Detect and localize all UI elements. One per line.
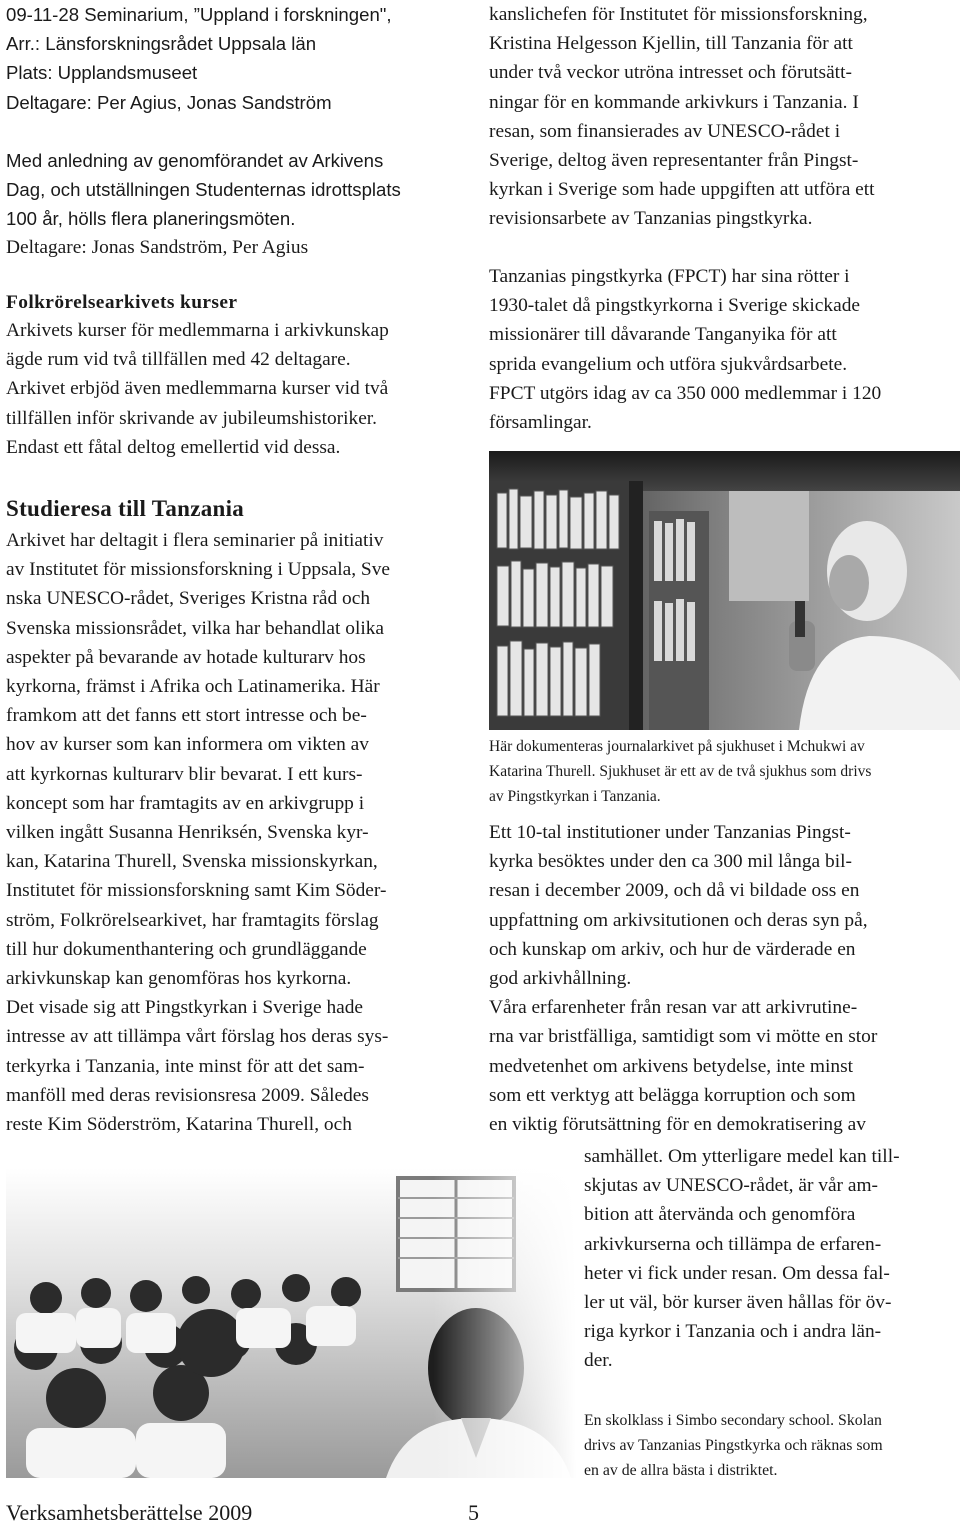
arkivens-dag-participants bbox=[6, 233, 308, 262]
text-line: Tanzanias pingstkyrka (FPCT) har sina rötter i bbox=[489, 266, 850, 287]
classroom-photo-caption bbox=[584, 1408, 883, 1483]
classroom-photo bbox=[6, 1168, 576, 1478]
text-line: under två veckor utröna intresset och förutsätt- bbox=[489, 62, 852, 84]
text-line: Kristina Helgesson Kjellin, till Tanzania för att bbox=[489, 33, 853, 55]
text-line: framkom att det fanns ett stort intresse och be- bbox=[6, 705, 367, 727]
text-line: god arkivhållning. bbox=[489, 968, 632, 990]
text-line: av Pingstkyrkan i Tanzania. bbox=[489, 788, 661, 805]
text-line: Våra erfarenheter från resan var att arkivrutine- bbox=[489, 997, 858, 1019]
text-line: och kunskap om arkiv, och hur de värderade en bbox=[489, 938, 856, 960]
text-line: revisionsarbete av Tanzanias pingstkyrka. bbox=[489, 208, 813, 230]
text-line: uppfattning om arkivsitutionen och deras syn på, bbox=[489, 909, 868, 931]
text-line: arkivkunskap kan genomföras hos kyrkorna. bbox=[6, 968, 352, 990]
text-line: rna var bristfälliga, samtidigt som vi mötte en stor bbox=[489, 1026, 878, 1048]
tanzania-heading: Studieresa till Tanzania bbox=[6, 496, 245, 521]
text-line: terkyrka i Tanzania, inte minst för att det sam- bbox=[6, 1055, 365, 1077]
text-line: Med anledning av genomförandet av Arkivens bbox=[6, 150, 384, 171]
text-line: Katarina Thurell. Sjukhuset är ett av de två sjukhus som drivs bbox=[489, 763, 872, 780]
text-line: Arkivet har deltagit i flera seminarier på initiativ bbox=[6, 530, 384, 551]
text-line: Endast ett fåtal deltog emellertid vid dessa. bbox=[6, 436, 341, 458]
archive-photo bbox=[489, 451, 960, 730]
text-line: Arkivets kurser för medlemmarna i arkivkunskap bbox=[6, 320, 389, 341]
text-line: Ett 10-tal institutioner under Tanzanias Pingst- bbox=[489, 822, 851, 843]
narrow-block bbox=[584, 1142, 900, 1376]
text-line: Sverige, deltog även representanter från Pingst- bbox=[489, 150, 859, 172]
text-line: en viktig förutsättning för en demokratisering av bbox=[489, 1114, 866, 1136]
seminar-block bbox=[6, 0, 392, 117]
text-line: Institutet för missionsforskning samt Kim Söder- bbox=[6, 880, 387, 902]
text-line: sprida evangelium och utföra sjukvårdsarbete. bbox=[489, 353, 848, 375]
text-line: till hur dokumenthantering och grundläggande bbox=[6, 938, 367, 960]
text-line: nska UNESCO-rådet, Sveriges Kristna råd och bbox=[6, 588, 371, 610]
text-line: FPCT utgörs idag av ca 350 000 medlemmar i 120 bbox=[489, 382, 882, 404]
text-line: arkivkurserna och tillämpa de erfaren- bbox=[584, 1233, 882, 1255]
intro-block bbox=[489, 0, 875, 234]
text-line: drivs av Tanzanias Pingstkyrka och räknas som bbox=[584, 1437, 883, 1454]
text-line: heter vi fick under resan. Om dessa fal- bbox=[584, 1262, 890, 1284]
text-line: 09-11-28 Seminarium, ”Uppland i forskningen", bbox=[6, 4, 392, 25]
kurser-block bbox=[6, 316, 389, 462]
text-line: Arkivet erbjöd även medlemmarna kurser vid två bbox=[6, 378, 389, 400]
text-line: intresse av att tillämpa vårt förslag hos deras sys- bbox=[6, 1026, 389, 1048]
archive-photo-caption bbox=[489, 734, 871, 809]
text-line: församlingar. bbox=[489, 412, 592, 434]
kurser-heading: Folkrörelsearkivets kurser bbox=[6, 292, 238, 313]
text-line: Deltagare: Per Agius, Jonas Sandström bbox=[6, 91, 332, 113]
text-line: reste Kim Söderström, Katarina Thurell, och bbox=[6, 1114, 352, 1136]
text-line: Arr.: Länsforskningsrådet Uppsala län bbox=[6, 33, 317, 55]
institutioner-block bbox=[489, 818, 877, 1139]
text-line: kan, Katarina Thurell, Svenska missionskyrkan, bbox=[6, 851, 378, 873]
text-line: Deltagare: Jonas Sandström, Per Agius bbox=[6, 237, 309, 258]
text-line: aspekter på bevarande av hotade kulturarv hos bbox=[6, 646, 366, 668]
text-line: Här dokumenteras journalarkivet på sjukhuset i Mchukwi av bbox=[489, 738, 865, 755]
text-line: hov av kurser som kan informera om vikten av bbox=[6, 734, 369, 756]
text-line: resan i december 2009, och då vi bildade oss en bbox=[489, 880, 860, 902]
footer-title: Verksamhetsberättelse 2009 bbox=[6, 1500, 253, 1525]
text-line: missionärer till dåvarande Tanganyika för att bbox=[489, 324, 837, 346]
text-line: Svenska missionsrådet, vilka har behandlat olika bbox=[6, 617, 385, 639]
text-line: vilken ingått Susanna Henriksén, Svenska kyr- bbox=[6, 822, 369, 844]
text-line: manföll med deras revisionsresa 2009. Således bbox=[6, 1084, 369, 1106]
text-line: kyrkan i Sverige som hade uppgiften att utföra ett bbox=[489, 179, 875, 201]
text-line: medvetenhet om arkivens betydelse, inte minst bbox=[489, 1055, 854, 1077]
text-line: ningar för en kommande arkivkurs i Tanzania. I bbox=[489, 91, 859, 113]
arkivens-dag-block bbox=[6, 146, 401, 234]
text-line: ström, Folkrörelsearkivet, har framtagits förslag bbox=[6, 909, 379, 931]
text-line: ägde rum vid två tillfällen med 42 deltagare. bbox=[6, 349, 351, 371]
text-line: som ett verktyg att belägga korruption och som bbox=[489, 1084, 856, 1106]
text-line: kanslichefen för Institutet för missionsforskning, bbox=[489, 4, 868, 25]
text-line: 100 år, hölls flera planeringsmöten. bbox=[6, 208, 296, 230]
page-number: 5 bbox=[468, 1500, 479, 1525]
text-line: Det visade sig att Pingstkyrkan i Sverige hade bbox=[6, 997, 364, 1019]
text-line: Plats: Upplandsmuseet bbox=[6, 62, 198, 84]
text-line: skjutas av UNESCO-rådet, är vår am- bbox=[584, 1175, 879, 1197]
text-line: att kyrkornas kulturarv blir bevarat. I ett kurs- bbox=[6, 763, 363, 785]
text-line: av Institutet för missionsforskning i Uppsala, Sve bbox=[6, 559, 391, 581]
text-line: Dag, och utställningen Studenternas idrottsplats bbox=[6, 179, 401, 201]
text-line: 1930-talet då pingstkyrkorna i Sverige skickade bbox=[489, 295, 861, 317]
text-line: En skolklass i Simbo secondary school. Skolan bbox=[584, 1412, 882, 1429]
fpct-block bbox=[489, 262, 881, 437]
text-line: en av de allra bästa i distriktet. bbox=[584, 1462, 778, 1479]
text-line: ler ut väl, bör kurser även hållas för öv- bbox=[584, 1292, 892, 1314]
archive-photo-image bbox=[489, 451, 960, 730]
text-line: bition att återvända och genomföra bbox=[584, 1204, 856, 1226]
text-line: samhället. Om ytterligare medel kan till- bbox=[584, 1146, 900, 1167]
text-line: tillfällen inför skrivande av jubileumshistoriker. bbox=[6, 407, 378, 429]
text-line: der. bbox=[584, 1350, 613, 1372]
text-line: resan, som finansierades av UNESCO-rådet i bbox=[489, 120, 841, 142]
text-line: kyrka besöktes under den ca 300 mil långa bil- bbox=[489, 851, 852, 873]
text-line: koncept som har framtagits av en arkivgrupp i bbox=[6, 792, 365, 814]
classroom-photo-image bbox=[6, 1168, 576, 1478]
text-line: kyrkorna, främst i Afrika och Latinamerika. Här bbox=[6, 676, 380, 698]
tanzania-block bbox=[6, 526, 390, 1139]
text-line: riga kyrkor i Tanzania och i andra län- bbox=[584, 1321, 882, 1343]
